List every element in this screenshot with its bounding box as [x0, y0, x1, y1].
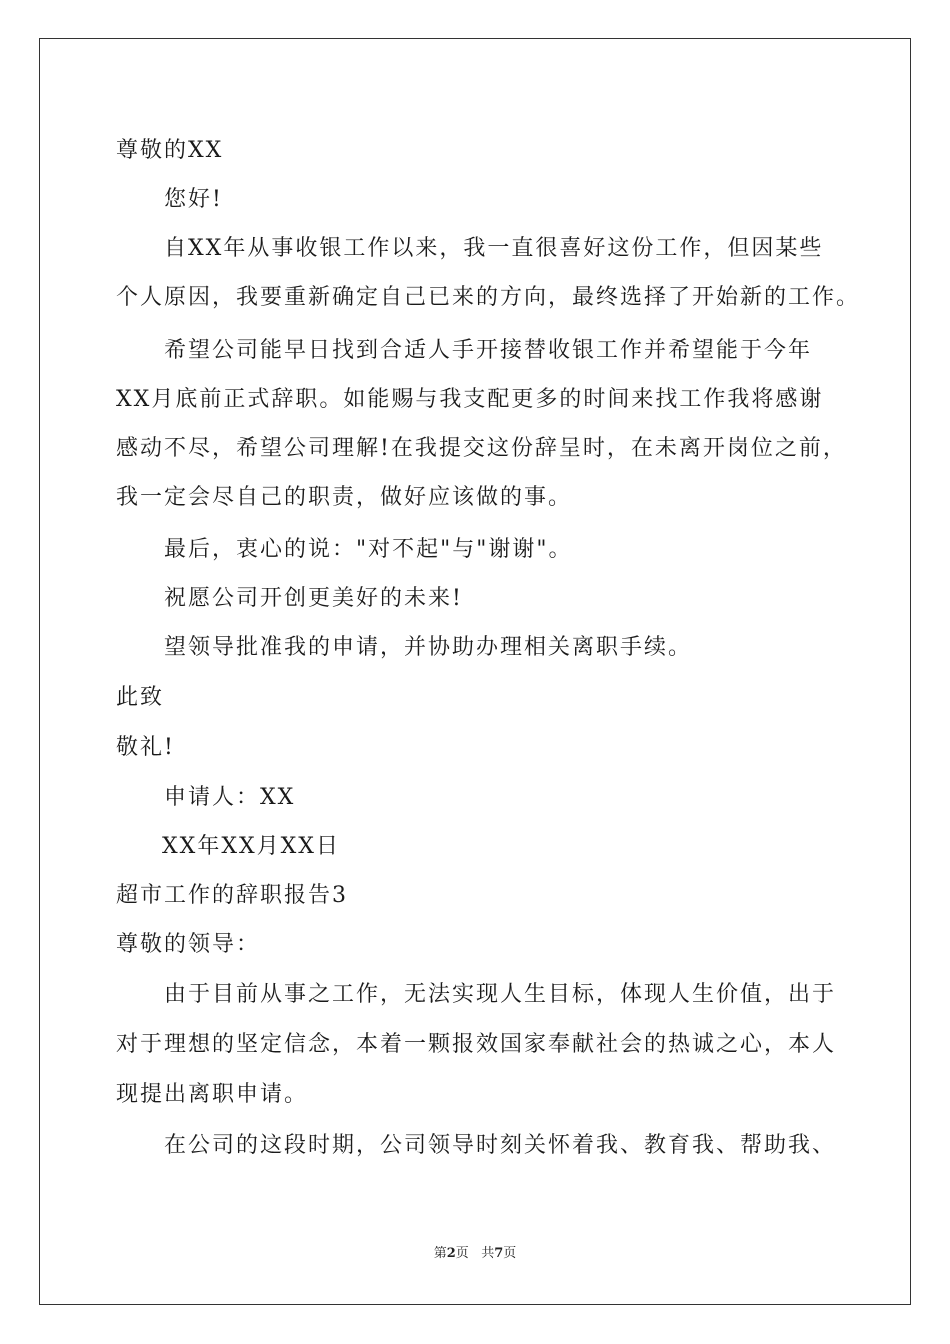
paragraph-line: 望领导批准我的申请，并协助办理相关离职手续。	[164, 635, 693, 660]
paragraph-line: XX月底前正式辞职。如能赐与我支配更多的时间来找工作我将感谢	[116, 387, 824, 412]
paragraph-line: 希望公司能早日找到合适人手开接替收银工作并希望能于今年	[164, 338, 813, 363]
page-border	[39, 38, 911, 1305]
closing-phrase: 此致	[116, 685, 165, 710]
salutation: 尊敬的XX	[116, 138, 224, 163]
paragraph-line: 我一定会尽自己的职责，做好应该做的事。	[116, 485, 573, 510]
applicant-signature: 申请人：XX	[164, 785, 296, 810]
total-label-suffix: 页	[503, 1246, 517, 1261]
paragraph-line: 最后，衷心的说："对不起"与"谢谢"。	[164, 537, 573, 562]
paragraph-line: 现提出离职申请。	[116, 1082, 309, 1107]
paragraph-line: 祝愿公司开创更美好的未来!	[164, 586, 463, 611]
total-pages: 7	[494, 1246, 504, 1261]
page-label-prefix: 第	[433, 1246, 447, 1261]
signature-date: XX年XX月XX日	[162, 834, 340, 859]
page-number: 2	[446, 1246, 456, 1261]
paragraph-line: 由于目前从事之工作，无法实现人生目标，体现人生价值，出于	[164, 982, 837, 1007]
paragraph-line: 自XX年从事收银工作以来，我一直很喜好这份工作，但因某些	[164, 236, 824, 261]
paragraph-line: 在公司的这段时期，公司领导时刻关怀着我、教育我、帮助我、	[164, 1133, 837, 1158]
paragraph-line: 感动不尽，希望公司理解!在我提交这份辞呈时，在未离开岗位之前，	[116, 436, 847, 461]
paragraph-line: 对于理想的坚定信念，本着一颗报效国家奉献社会的热诚之心，本人	[116, 1032, 837, 1057]
page-label-suffix: 页	[455, 1246, 469, 1261]
paragraph-line: 个人原因，我要重新确定自己已来的方向，最终选择了开始新的工作。	[116, 285, 861, 310]
page-footer	[0, 1245, 950, 1263]
salutation: 尊敬的领导：	[116, 932, 261, 957]
section-heading: 超市工作的辞职报告3	[116, 883, 348, 908]
closing-salute: 敬礼!	[116, 735, 175, 760]
greeting: 您好!	[164, 187, 223, 212]
total-label-prefix: 共	[481, 1246, 495, 1261]
